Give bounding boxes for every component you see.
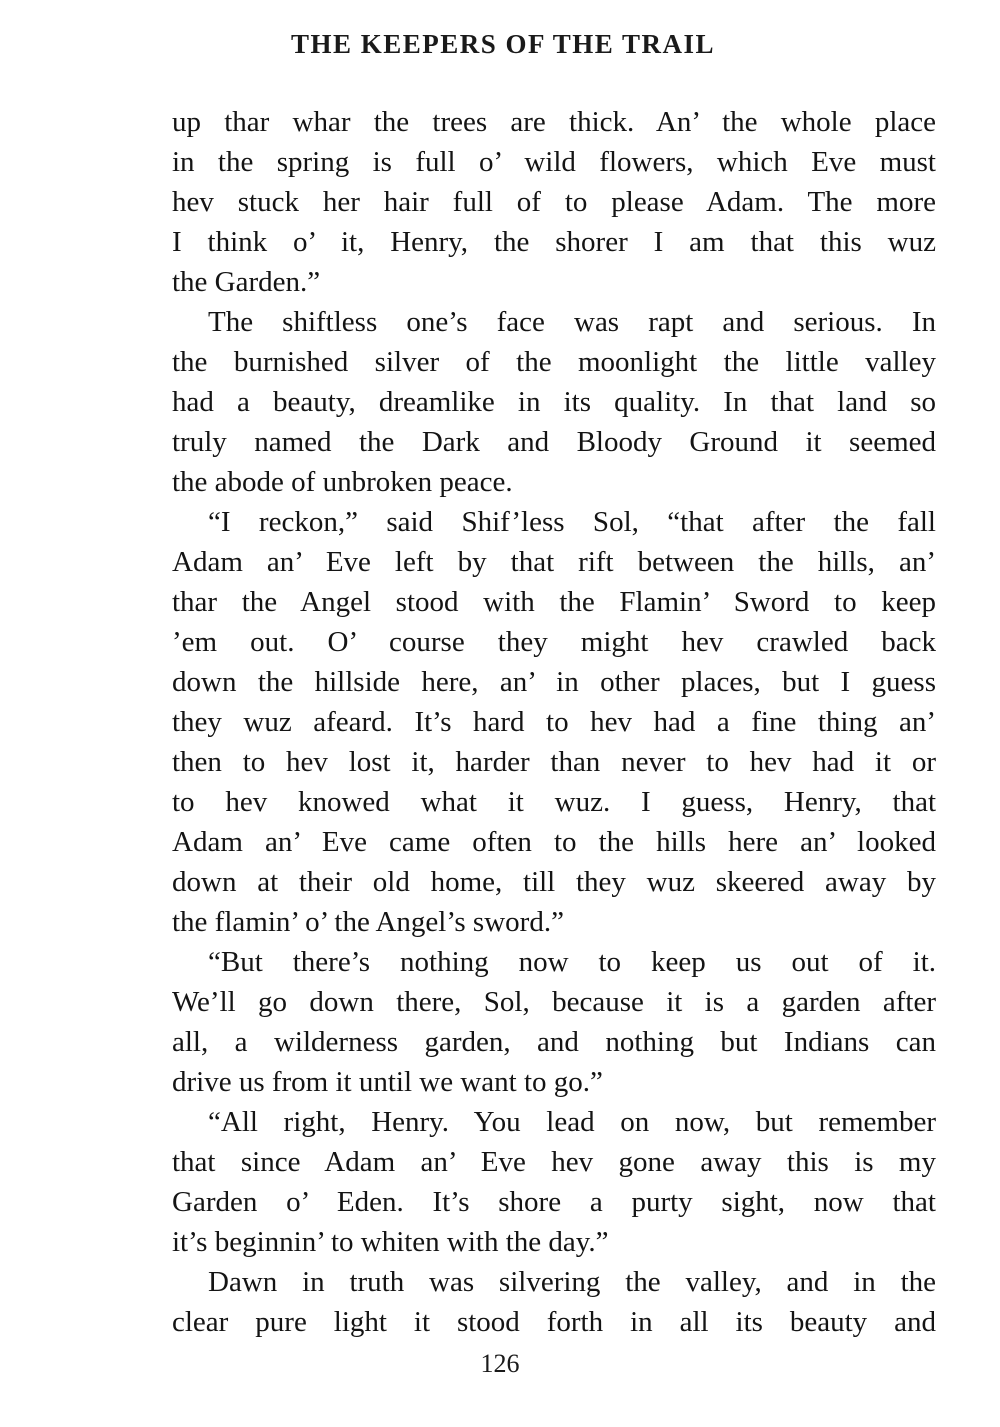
running-head: THE KEEPERS OF THE TRAIL — [290, 29, 716, 59]
text-line: it’s beginnin’ to whiten with the day.” — [172, 1226, 609, 1258]
text-line: “I reckon,” said Shif’less Sol, “that after the fall — [208, 506, 936, 538]
text-line: down the hillside here, an’ in other places, but I guess — [172, 666, 936, 698]
text-line: Adam an’ Eve left by that rift between the hills, an’ — [172, 546, 936, 578]
text-line: the flamin’ o’ the Angel’s sword.” — [172, 906, 564, 938]
text-line: down at their old home, till they wuz skeered away by — [172, 866, 936, 898]
text-line: I think o’ it, Henry, the shorer I am that this wuz — [172, 226, 936, 258]
text-line: they wuz afeard. It’s hard to hev had a fine thing an’ — [172, 706, 936, 738]
text-line: the abode of unbroken peace. — [172, 466, 513, 498]
text-line: in the spring is full o’ wild flowers, which Eve must — [172, 146, 936, 178]
text-line: that since Adam an’ Eve hev gone away this is my — [172, 1146, 936, 1178]
text-line: truly named the Dark and Bloody Ground it seemed — [172, 426, 936, 458]
text-line: then to hev lost it, harder than never to hev had it or — [172, 746, 936, 778]
text-line: up thar whar the trees are thick. An’ the whole place — [172, 106, 936, 138]
body-text — [172, 102, 936, 1342]
text-line: the burnished silver of the moonlight the little valley — [172, 346, 936, 378]
text-line: all, a wilderness garden, and nothing but Indians can — [172, 1026, 936, 1058]
text-line: ’em out. O’ course they might hev crawled back — [172, 626, 936, 658]
text-line: We’ll go down there, Sol, because it is a garden after — [172, 986, 936, 1018]
text-line: thar the Angel stood with the Flamin’ Sword to keep — [172, 586, 936, 618]
text-line: Garden o’ Eden. It’s shore a purty sight, now that — [172, 1186, 936, 1218]
text-line: Adam an’ Eve came often to the hills here an’ looked — [172, 826, 936, 858]
text-line: clear pure light it stood forth in all its beauty and — [172, 1306, 936, 1338]
text-line: Dawn in truth was silvering the valley, and in the — [208, 1266, 936, 1298]
text-line: drive us from it until we want to go.” — [172, 1066, 603, 1098]
text-line: the Garden.” — [172, 266, 321, 298]
text-line: The shiftless one’s face was rapt and serious. In — [208, 306, 936, 338]
text-line: had a beauty, dreamlike in its quality. In that land so — [172, 386, 936, 418]
text-line: hev stuck her hair full of to please Adam. The more — [172, 186, 936, 218]
text-line: “But there’s nothing now to keep us out of it. — [208, 946, 936, 978]
text-line: to hev knowed what it wuz. I guess, Henry, that — [172, 786, 936, 818]
page-number: 126 — [480, 1349, 520, 1378]
text-line: “All right, Henry. You lead on now, but remember — [208, 1106, 936, 1138]
